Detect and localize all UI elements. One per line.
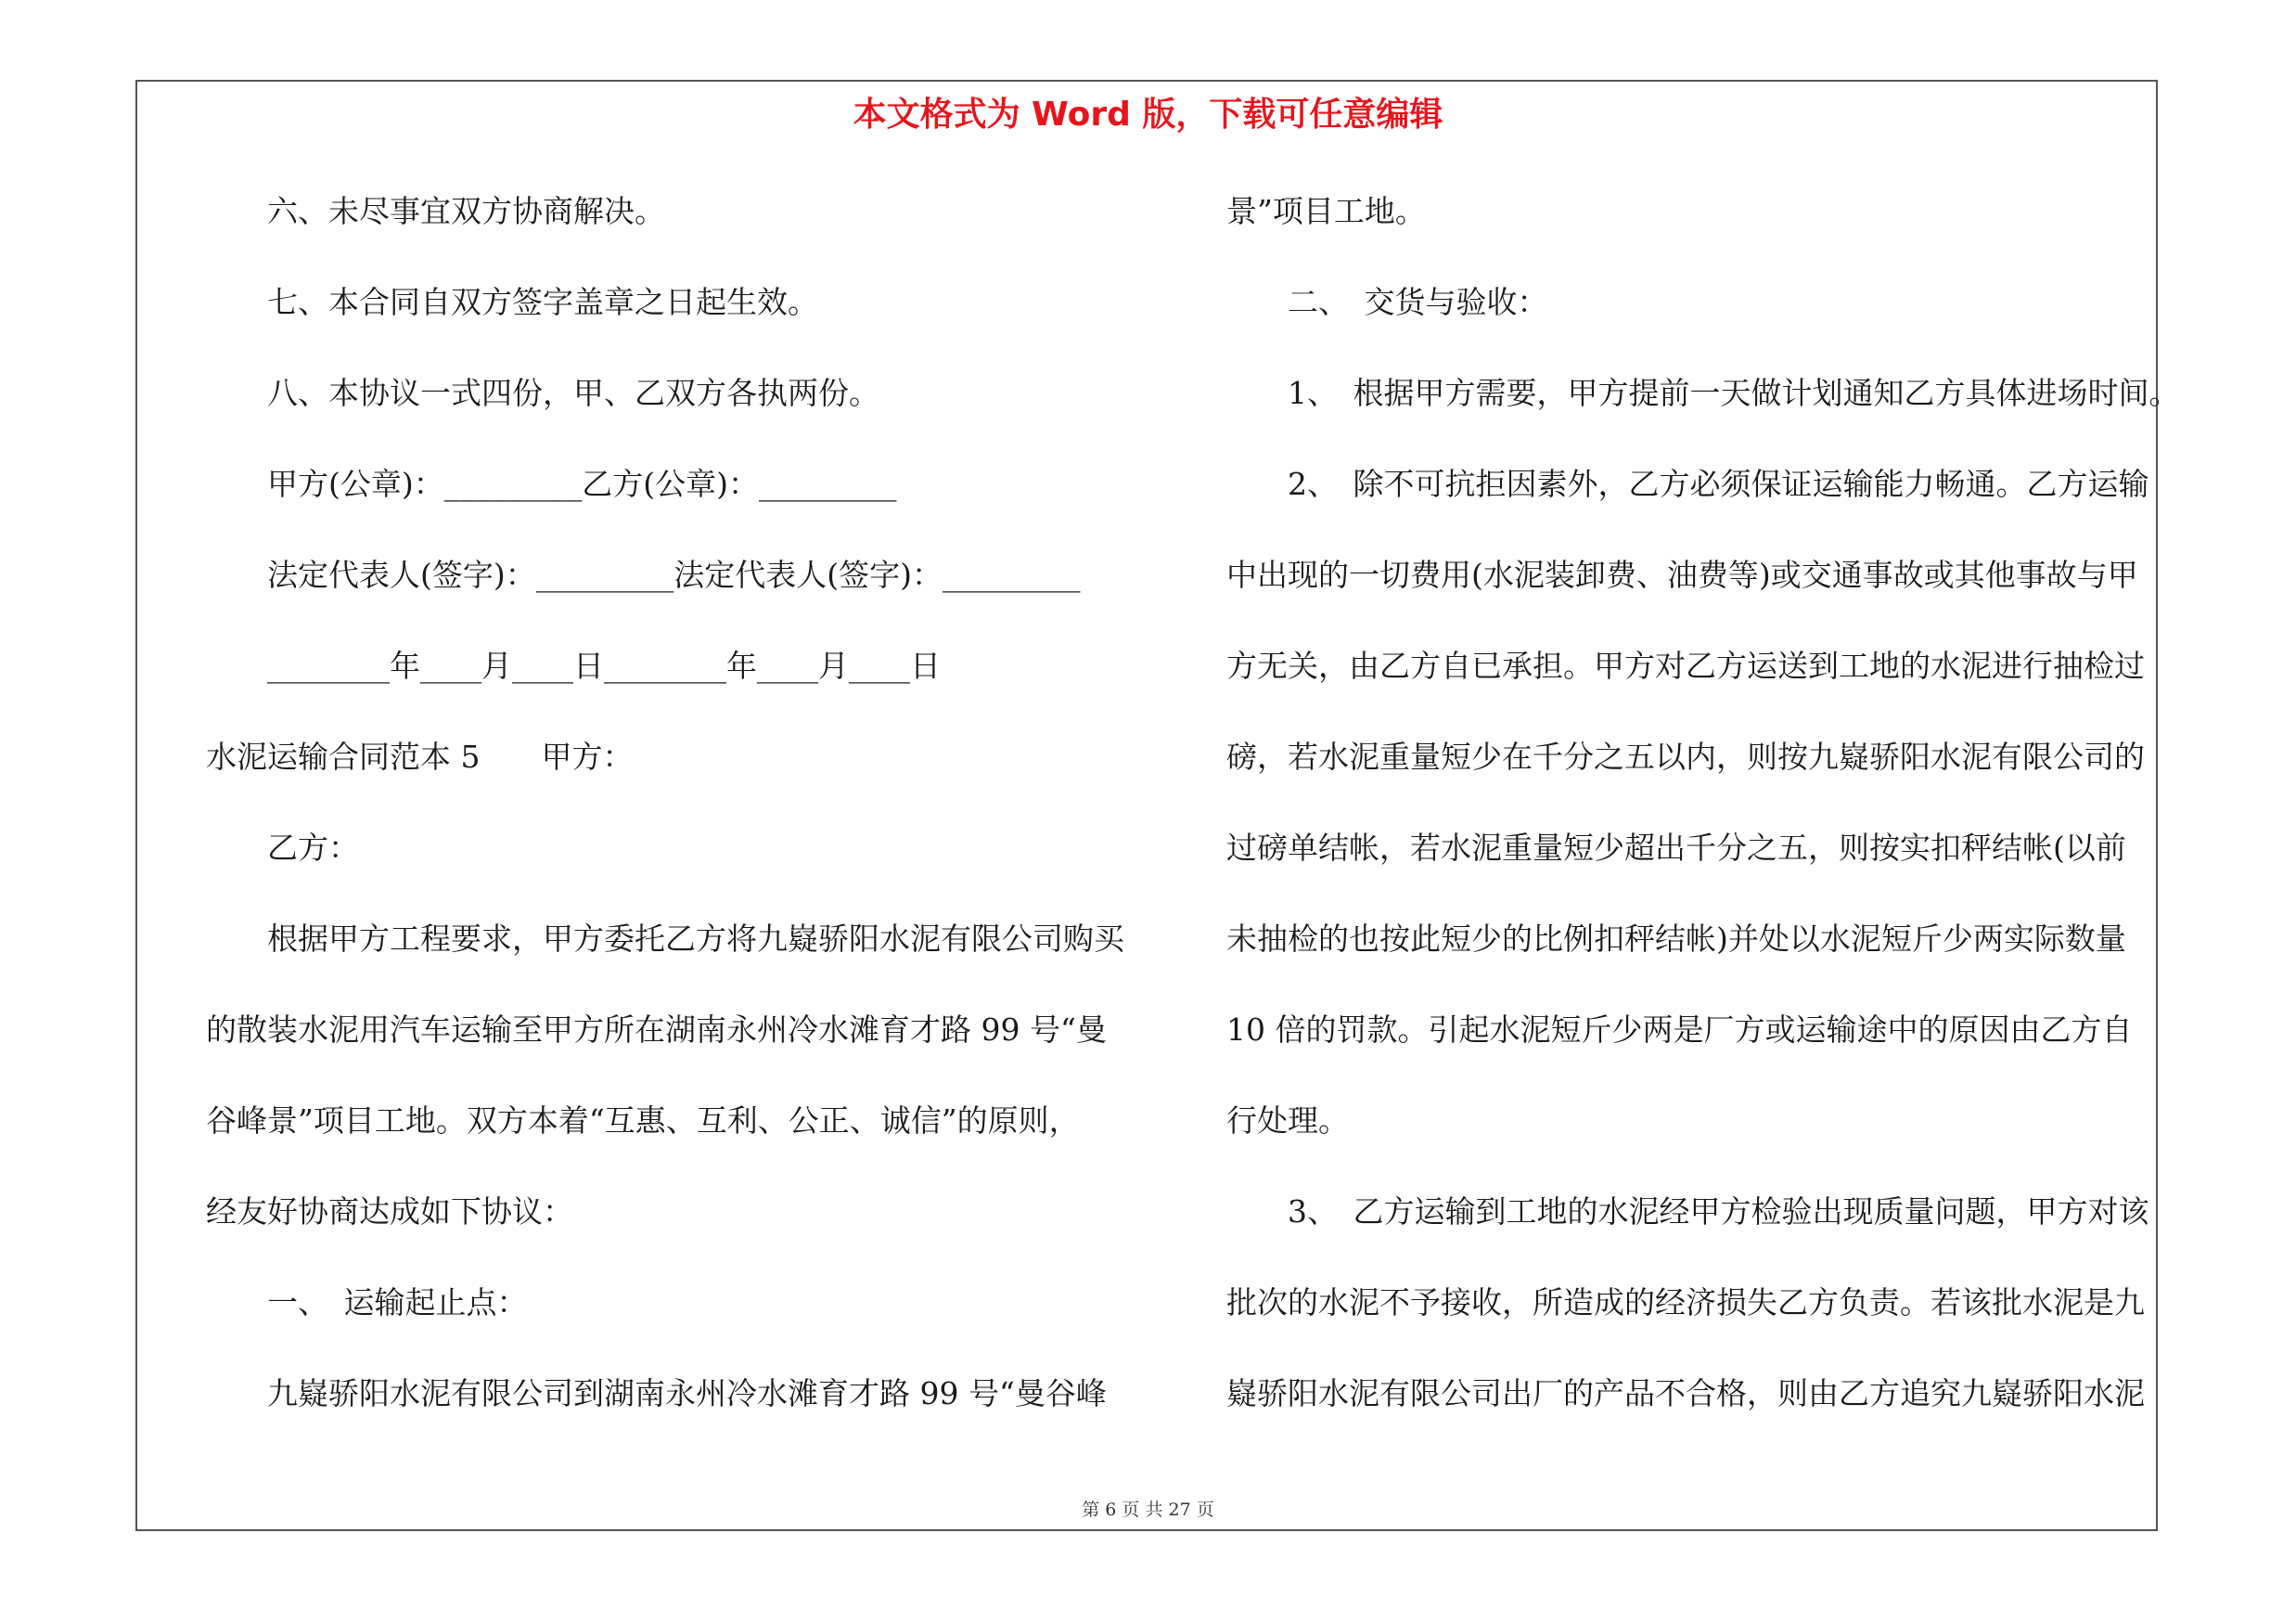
word-format-banner: 本文格式为 Word 版，下载可任意编辑 xyxy=(853,96,1443,134)
signature-line-seal: 甲方(公章)：_________乙方(公章)：_________ xyxy=(267,466,897,502)
paragraph-line: 根据甲方工程要求，甲方委托乙方将九嶷骄阳水泥有限公司购买 xyxy=(267,921,1124,957)
paragraph-line: 过磅单结帐，若水泥重量短少超出千分之五，则按实扣秤结帐(以前 xyxy=(1226,830,2126,866)
paragraph-line: 未抽检的也按此短少的比例扣秤结帐)并处以水泥短斤少两实际数量 xyxy=(1226,921,2126,957)
paragraph-line: 二、 交货与验收： xyxy=(1288,284,1548,320)
date-line: ________年____月____日________年____月____日 xyxy=(267,648,941,684)
paragraph-line: 经友好协商达成如下协议： xyxy=(206,1193,573,1230)
paragraph-line: 九嶷骄阳水泥有限公司到湖南永州冷水滩育才路 99 号“曼谷峰 xyxy=(267,1375,1107,1411)
paragraph-line: 2、 除不可抗拒因素外，乙方必须保证运输能力畅通。乙方运输 xyxy=(1288,466,2149,502)
paragraph-line: 景”项目工地。 xyxy=(1226,193,1426,229)
paragraph-line: 3、 乙方运输到工地的水泥经甲方检验出现质量问题，甲方对该 xyxy=(1288,1193,2149,1230)
page-number-footer: 第 6 页 共 27 页 xyxy=(1082,1500,1214,1520)
signature-line-representative: 法定代表人(签字)：_________法定代表人(签字)：_________ xyxy=(267,557,1081,593)
section-heading: 水泥运输合同范本 5 甲方： xyxy=(206,739,634,775)
paragraph-line: 乙方： xyxy=(267,830,359,866)
paragraph-line: 的散装水泥用汽车运输至甲方所在湖南永州冷水滩育才路 99 号“曼 xyxy=(206,1011,1107,1048)
paragraph-line: 嶷骄阳水泥有限公司出厂的产品不合格，则由乙方追究九嶷骄阳水泥 xyxy=(1226,1375,2145,1411)
paragraph-line: 中出现的一切费用(水泥装卸费、油费等)或交通事故或其他事故与甲 xyxy=(1226,557,2138,593)
paragraph-line: 一、 运输起止点： xyxy=(267,1284,528,1320)
paragraph-line: 1、 根据甲方需要，甲方提前一天做计划通知乙方具体进场时间。 xyxy=(1288,375,2180,411)
paragraph-line: 磅，若水泥重量短少在千分之五以内，则按九嶷骄阳水泥有限公司的 xyxy=(1226,739,2145,775)
paragraph-line: 六、未尽事宜双方协商解决。 xyxy=(267,193,665,229)
paragraph-line: 八、本协议一式四份，甲、乙双方各执两份。 xyxy=(267,375,879,411)
paragraph-line: 谷峰景”项目工地。双方本着“互惠、互利、公正、诚信”的原则， xyxy=(206,1102,1080,1139)
paragraph-line: 10 倍的罚款。引起水泥短斤少两是厂方或运输途中的原因由乙方自 xyxy=(1226,1011,2133,1048)
paragraph-line: 七、本合同自双方签字盖章之日起生效。 xyxy=(267,284,818,320)
paragraph-line: 批次的水泥不予接收，所造成的经济损失乙方负责。若该批水泥是九 xyxy=(1226,1284,2145,1320)
paragraph-line: 行处理。 xyxy=(1226,1102,1349,1139)
paragraph-line: 方无关，由乙方自已承担。甲方对乙方运送到工地的水泥进行抽检过 xyxy=(1226,648,2145,684)
